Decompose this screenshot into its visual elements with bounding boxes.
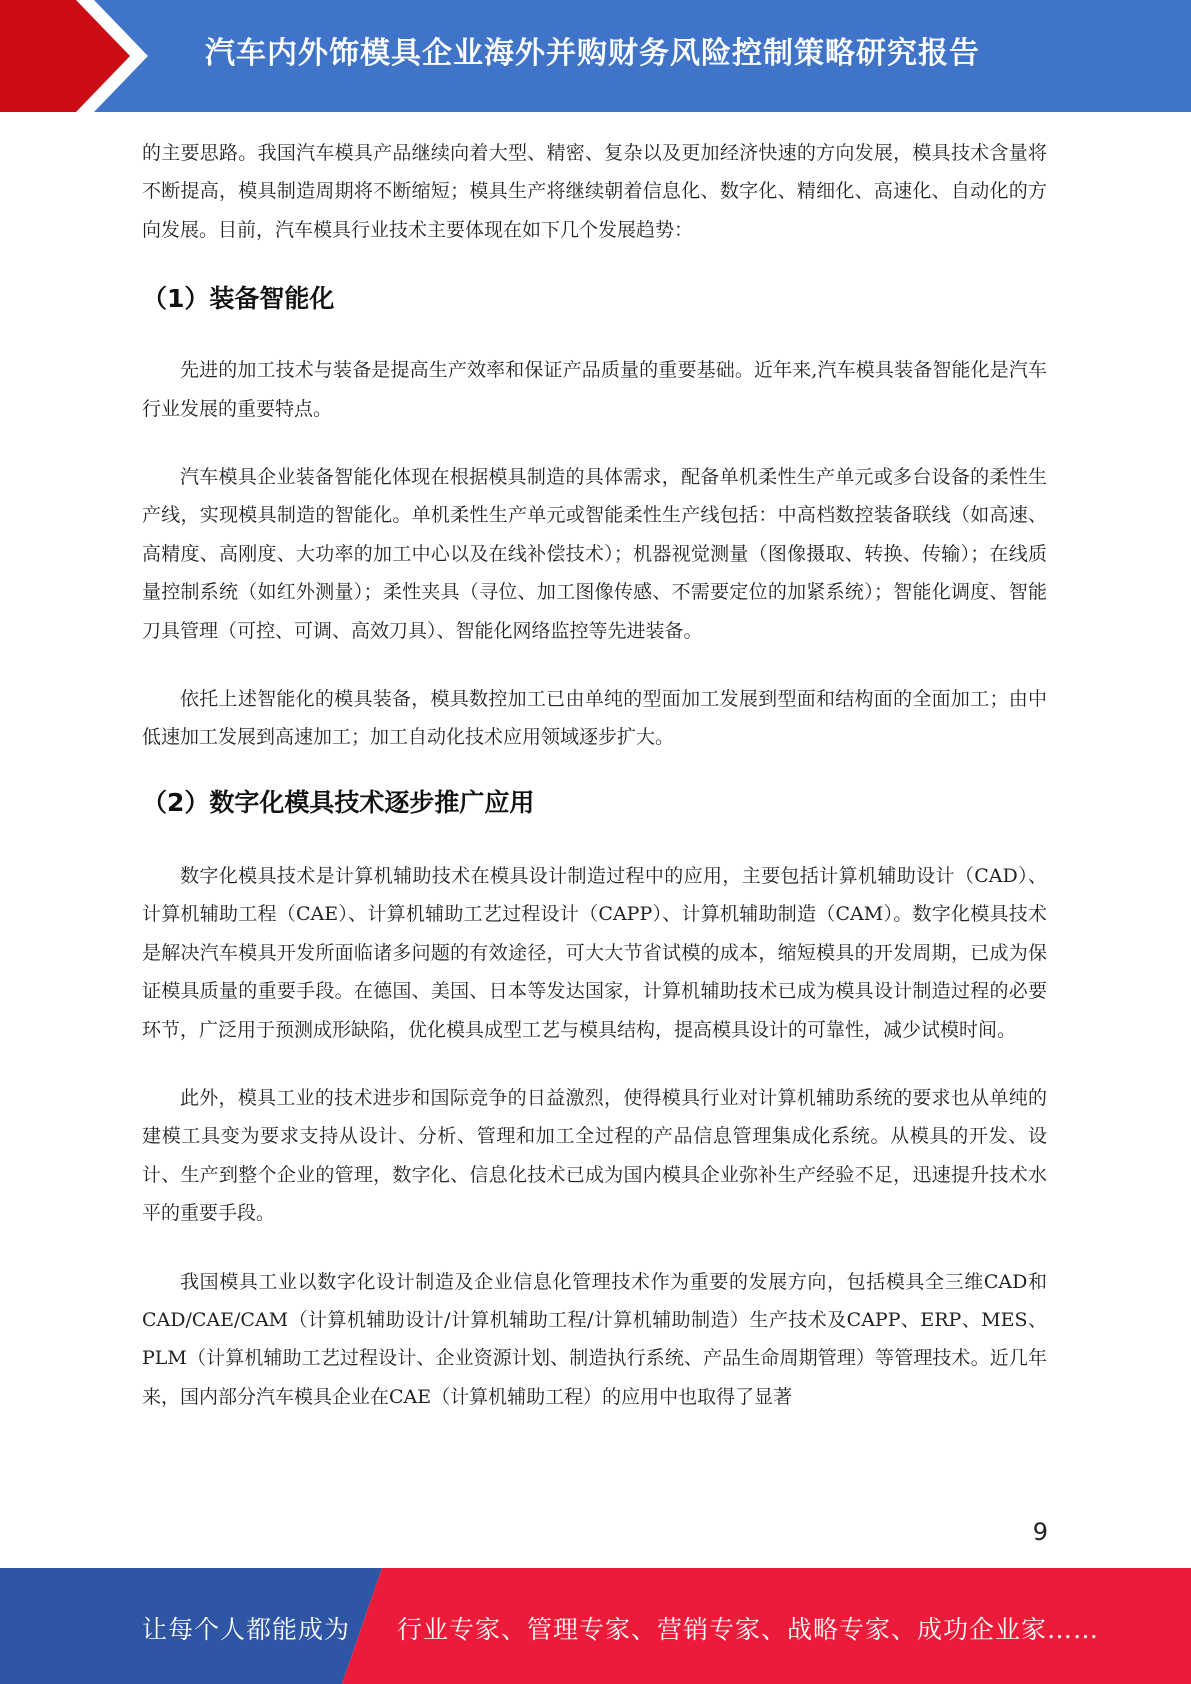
body-paragraph: 我国模具工业以数字化设计制造及企业信息化管理技术作为重要的发展方向，包括模具全三维CAD和CAD/CAE/CAM（计算机辅助设计/计算机辅助工程/计算机辅助制造）生产技术及CAPP、ERP、MES、PLM（计算机辅助工艺过程设计、企业资源计划、制造执行系统、产品生命周期管理）等管理技术。近几年来，国内部分汽车模具企业在CAE（计算机辅助工程）的应用中也取得了显著	[142, 1270, 1047, 1408]
body-paragraph: 此外，模具工业的技术进步和国际竞争的日益激烈，使得模具行业对计算机辅助系统的要求也从单纯的建模工具变为要求支持从设计、分析、管理和加工全过程的产品信息管理集成化系统。从模具的开发、设计、生产到整个企业的管理，数字化、信息化技术已成为国内模具企业弥补生产经验不足，迅速提升技术水平的重要手段。	[142, 1086, 1047, 1225]
header-arrow-decoration	[0, 0, 160, 112]
body-paragraph: 汽车模具企业装备智能化体现在根据模具制造的具体需求，配备单机柔性生产单元或多台设备的柔性生产线，实现模具制造的智能化。单机柔性生产单元或智能柔性生产线包括：中高档数控装备联线（如高速、高精度、高刚度、大功率的加工中心以及在线补偿技术）；机器视觉测量（图像摄取、转换、传输）；在线质量控制系统（如红外测量）；柔性夹具（寻位、加工图像传感、不需要定位的加紧系统）；智能化调度、智能刀具管理（可控、可调、高效刀具）、智能化网络监控等先进装备。	[142, 466, 1047, 642]
footer-slogan-left: 让每个人都能成为	[142, 1615, 351, 1644]
page-number: 9	[1032, 1518, 1048, 1546]
body-paragraph: 先进的加工技术与装备是提高生产效率和保证产品质量的重要基础。近年来,汽车模具装备智能化是汽车行业发展的重要特点。	[142, 359, 1047, 420]
body-paragraph: 数字化模具技术是计算机辅助技术在模具设计制造过程中的应用，主要包括计算机辅助设计（CAD）、计算机辅助工程（CAE）、计算机辅助工艺过程设计（CAPP）、计算机辅助制造（CAM）。数字化模具技术是解决汽车模具开发所面临诸多问题的有效途径，可大大节省试模的成本，缩短模具的开发周期，已成为保证模具质量的重要手段。在德国、美国、日本等发达国家，计算机辅助技术已成为模具设计制造过程的必要环节，广泛用于预测成形缺陷，优化模具成型工艺与模具结构，提高模具设计的可靠性，减少试模时间。	[142, 864, 1047, 1041]
section-heading-1: （1）装备智能化	[142, 284, 335, 314]
page-content	[142, 134, 1047, 1416]
footer-slogan-right: 行业专家、管理专家、营销专家、战略专家、成功企业家……	[397, 1615, 1100, 1644]
page-header	[0, 0, 1191, 112]
page-footer	[0, 1568, 1191, 1684]
intro-paragraph: 的主要思路。我国汽车模具产品继续向着大型、精密、复杂以及更加经济快速的方向发展，模具技术含量将不断提高，模具制造周期将不断缩短；模具生产将继续朝着信息化、数字化、精细化、高速化、自动化的方向发展。目前，汽车模具行业技术主要体现在如下几个发展趋势：	[142, 142, 1047, 241]
section-heading-2: （2）数字化模具技术逐步推广应用	[142, 787, 535, 817]
report-title: 汽车内外饰模具企业海外并购财务风险控制策略研究报告	[205, 36, 980, 71]
body-paragraph: 依托上述智能化的模具装备，模具数控加工已由单纯的型面加工发展到型面和结构面的全面加工；由中低速加工发展到高速加工；加工自动化技术应用领域逐步扩大。	[142, 688, 1047, 749]
